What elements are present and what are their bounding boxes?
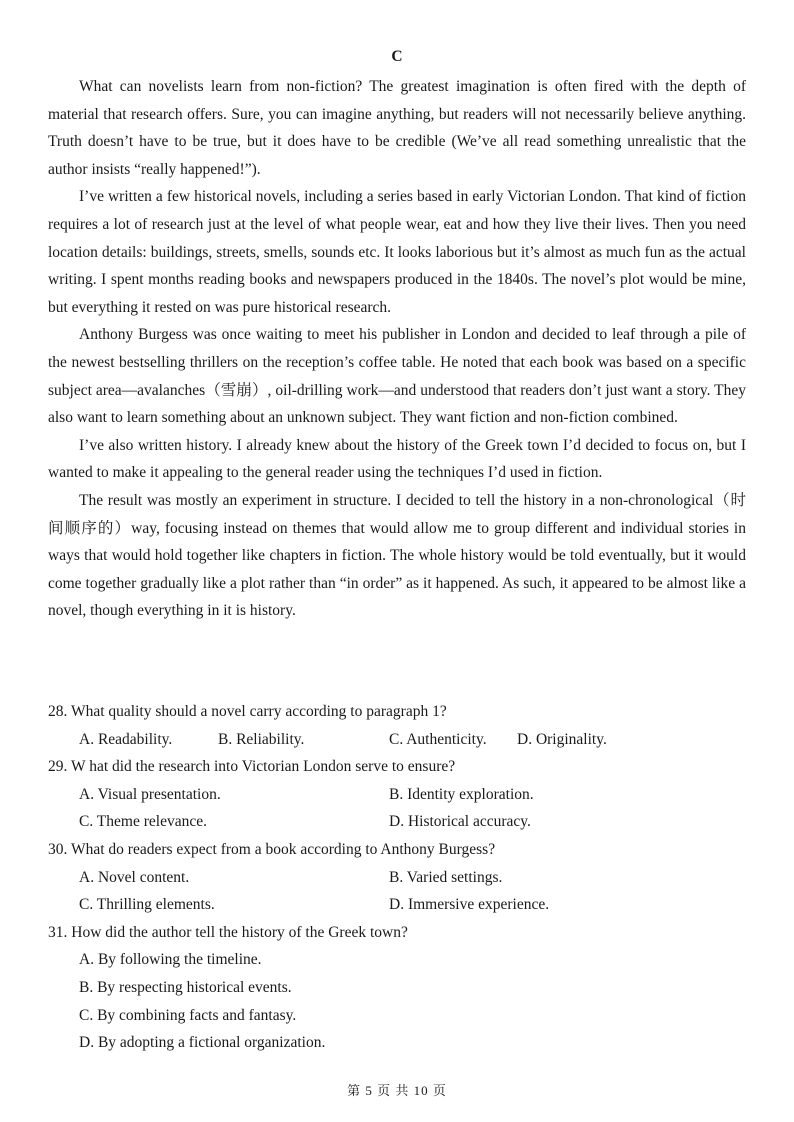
- paragraph-2: I’ve written a few historical novels, including a series based in early Victorian London. That kind of fiction requires a lot of research just at the level of what people wear, eat and how they live their lives. Then you need location details: buildings, streets, smells, sounds etc. It looks laborious but it’s almost as much fun as the actual writing. I spent months reading books and newspapers produced in the 1840s. The novel’s plot would be mine, but everything it rested on was pure historical research.: [48, 188, 746, 316]
- question-31-option-b-row: [48, 974, 746, 1002]
- paragraph-1: What can novelists learn from non-fiction? The greatest imagination is often fired with the depth of material that research offers. Sure, you can imagine anything, but readers will not necessarily believe anything. Truth doesn’t have to be true, but it does have to be credible (We’ve all read something unrealistic that the author insists “really happened!”).: [48, 78, 746, 178]
- question-29: [48, 753, 746, 781]
- paragraph-4: I’ve also written history. I already knew about the history of the Greek town I’d decided to focus on, but I wanted to make it appealing to the general reader using the techniques I’d used in fiction.: [48, 436, 746, 482]
- question-31-option-a-row: [48, 946, 746, 974]
- option-d: D. Immersive experience.: [389, 896, 550, 914]
- option-c: C. By combining facts and fantasy.: [79, 1006, 297, 1024]
- option-b: B. Reliability.: [218, 730, 305, 748]
- question-31: [48, 919, 746, 947]
- question-28-options: [48, 726, 746, 754]
- question-list: [48, 698, 746, 1057]
- question-28: [48, 698, 746, 726]
- paragraph-5: The result was mostly an experiment in structure. I decided to tell the history in a non-chronological（时间顺序的）way, focusing instead on themes that would allow me to group different and individual stories in ways that would hold together like chapters in fiction. The whole history would be told eventually, but it would come together gradually like a plot rather than “in order” as it happened. As such, it appeared to be almost like a novel, though everything in it is history.: [48, 491, 746, 620]
- question-30: [48, 836, 746, 864]
- question-29-options-row-2: [48, 808, 746, 836]
- option-c: C. Theme relevance.: [79, 813, 207, 831]
- page-number-footer: 第 5 页 共 10 页: [347, 1083, 447, 1098]
- question-29-options-row-1: [48, 781, 746, 809]
- option-a: A. Novel content.: [79, 868, 190, 886]
- question-30-options-row-2: [48, 891, 746, 919]
- option-d: D. Originality.: [517, 730, 607, 748]
- option-c: C. Authenticity.: [389, 730, 487, 748]
- paragraph-3: Anthony Burgess was once waiting to meet his publisher in London and decided to leaf through a pile of the newest bestselling thrillers on the reception’s coffee table. He noted that each book was based on a specific subject area—avalanches（雪崩）, oil-drilling work—and understood that readers don’t just want a story. They also want to learn something about an unknown subject. They want fiction and non-fiction combined.: [48, 326, 746, 427]
- option-c: C. Thrilling elements.: [79, 896, 215, 914]
- question-31-option-d-row: [48, 1029, 746, 1057]
- question-stem: 29. W hat did the research into Victorian London serve to ensure?: [48, 758, 456, 776]
- option-a: A. Readability.: [79, 730, 173, 748]
- section-heading: C: [391, 48, 403, 65]
- reading-passage: [48, 73, 746, 625]
- option-b: B. By respecting historical events.: [79, 978, 292, 996]
- option-a: A. Visual presentation.: [79, 785, 221, 803]
- question-stem: 31. How did the author tell the history of the Greek town?: [48, 923, 408, 941]
- option-b: B. Identity exploration.: [389, 785, 534, 803]
- question-30-options-row-1: [48, 864, 746, 892]
- question-31-option-c-row: [48, 1002, 746, 1030]
- option-d: D. By adopting a fictional organization.: [79, 1034, 326, 1052]
- option-d: D. Historical accuracy.: [389, 813, 531, 831]
- question-stem: 28. What quality should a novel carry according to paragraph 1?: [48, 703, 447, 720]
- question-stem: 30. What do readers expect from a book according to Anthony Burgess?: [48, 840, 496, 858]
- option-b: B. Varied settings.: [389, 868, 503, 886]
- option-a: A. By following the timeline.: [79, 951, 262, 969]
